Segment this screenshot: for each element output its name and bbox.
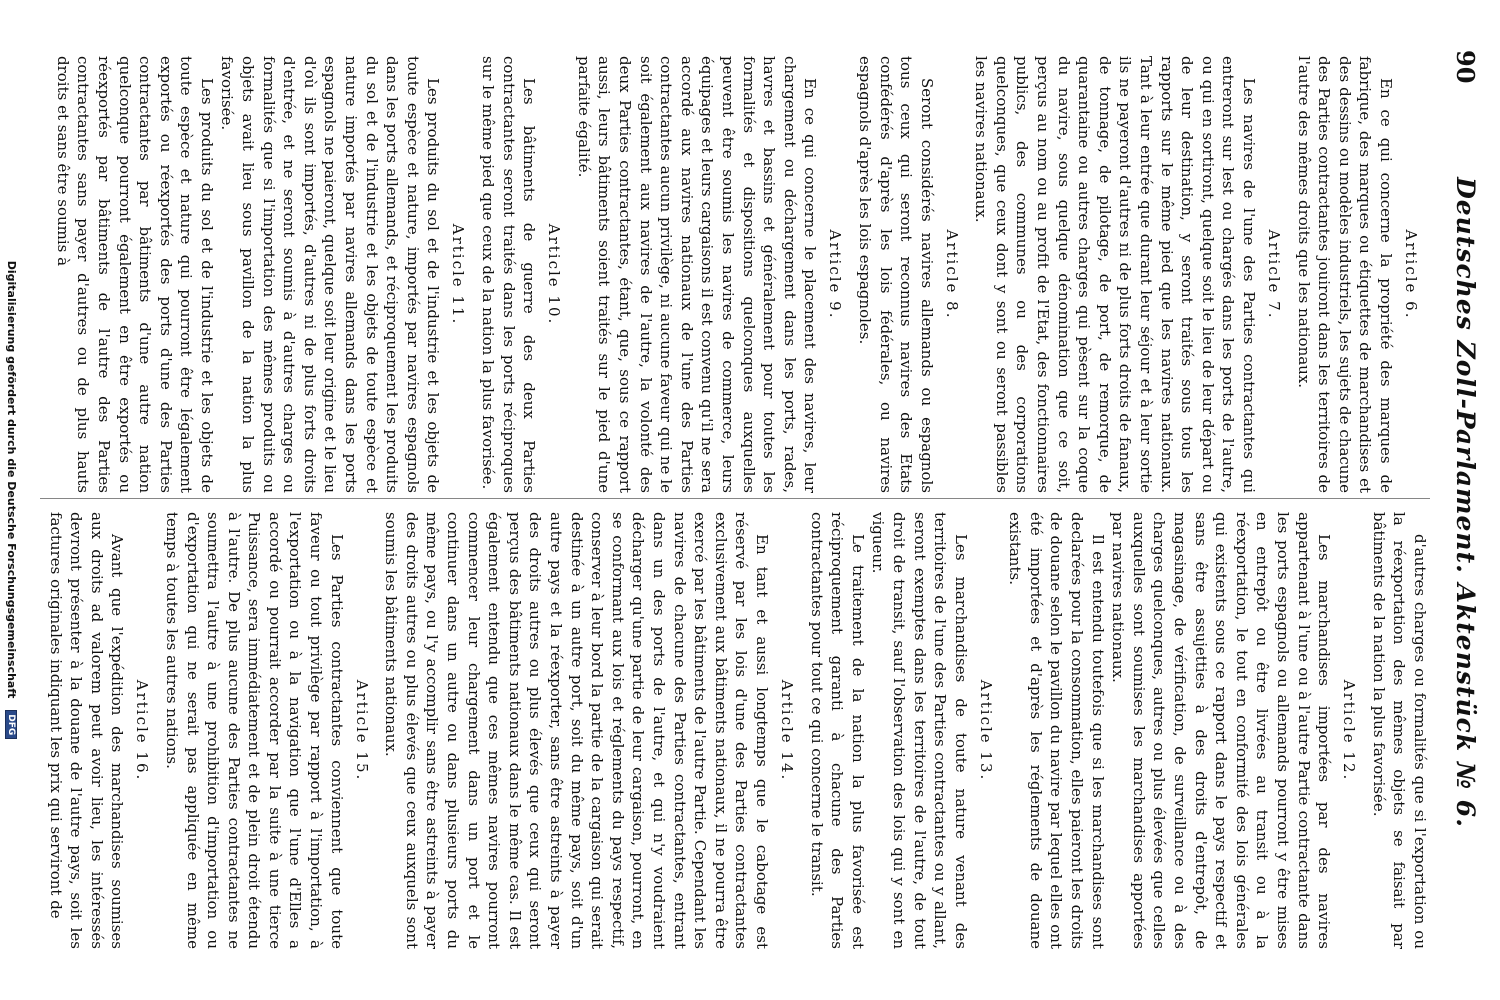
right-text-column: [30, 512, 1430, 949]
article-heading: Article 6.: [1402, 229, 1420, 320]
dfg-logo: DFG: [5, 710, 17, 739]
paragraph: Avant que l'expédition des marchandises soumises aux droits ad valorem peut avoir lieu, les intéressés devront présenter à la douane de l'autre pays, soit les factures originales indiquant les prix qui serviront de: [46, 512, 127, 949]
article-heading: Article 11.: [449, 223, 468, 326]
paragraph: d'autres charges ou formalités que si l'exportation ou la réexportation des mêmes objets se faisait par bâtiments de la nation la plus favorisée.: [1369, 512, 1429, 949]
paragraph: Il est entendu toutefois que si les marchandises sont declarées pour la consommation, elles paieront les droits de douane selon le pavillon du navire par lequel elles ont été importées et d'après les réglements de douane existants.: [1006, 512, 1107, 949]
paragraph: Les bâtiments de guerre des deux Parties contractantes seront traités dans les ports réciproques sur le même pied que ceux de la nation la plus favorisée.: [479, 56, 539, 493]
paragraph: En ce qui concerne la propriété des marques de fabrique, des marques ou étiquettes de marchandises et des dessins ou modèles industriels, les sujets de chacune des Parties contractantes jouiront dans les territoires de l'autre des mêmes droits que les nationaux.: [1294, 56, 1395, 493]
page-number: 90: [1451, 50, 1480, 84]
digitization-credit-text: Digitalisierung gefördert durch die Deutsche Forschungsgemeinschaft: [5, 260, 18, 699]
paragraph: Les marchandises importées par des navires appartenant à l'une ou à l'autre Partie contractante dans les ports espagnols ou allemands pourront y être mises en entrepôt ou être livrées au transit ou à la réexportation, le tout en conformité des lois générales qui existents sous ce rapport dans le pays respectif et sans être assujetties à des droits d'entrepôt, de magasinage, de vérification, de surveillance ou à des charges quelconques, autres ou plus élevées que celles auxquelles sont soumises les marchandises apportées par navires nationaux.: [1109, 512, 1334, 949]
left-text-column: [30, 56, 1430, 493]
paragraph: Le traitement de la nation la plus favorisée est réciproquement garanti à chacune des Parties contractantes pour tout ce qui concerne le transit.: [807, 512, 867, 949]
article-heading: Article 14.: [777, 679, 796, 782]
paragraph: En ce qui concerne le placement des navires, leur chargement ou déchargement dans les ports, rades, havres et bassins et généralement pour toutes les formalités et dispositions quelconques auxquelles peuvent être soumis les navires de commerce, leurs équipages et leurs cargaisons il est convenu qu'il ne sera accordé aux navires nationaux de l'une des Parties contractantes aucun privilège, ni aucune faveur qui ne le soit également aux navires de l'autre, la volonté des deux Parties contractantes, étant, que, sous ce rapport aussi, leurs bâtiments soient traités sur le pied d'une parfaite égalité.: [574, 56, 820, 493]
paragraph: Les produits du sol et de l'industrie et les objets de toute espèce et nature qui pourront être légalement exportés ou réexportés des ports d'une des Parties contractantes par bâtiments d'une autre nation quelconque pourront également en être exportés ou réexportés par bâtiments de l'autre des Parties contractantes sans payer d'autres ou de plus hauts droits et sans être soumis à: [53, 56, 216, 493]
paragraph: Les navires de l'une des Parties contractantes qui entreront sur lest ou chargés dans les ports de l'autre, ou qui en sortiront, quelque soit le lieu de leur départ ou de leur destination, y seront traités sous tous les rapports sur le même pied que les navires nationaux. Tant à leur entrée que durant leur séjour et à leur sortie ils ne payeront d'autres ni de plus forts droits de fanaux, de tonnage, de pilotage, de port, de remorque, de quarantaine ou autres charges qui pèsent sur la coque du navire, sous quelque dénomination que ce soit, perçus au nom ou au profit de l'Etat, des fonctionnaires publics, des communes ou des corporations quelconques, que ceux dont y sont ou seront passibles les navires nationaux.: [972, 56, 1259, 493]
running-head: [1446, 50, 1482, 955]
article-heading: Article 9.: [826, 229, 845, 320]
article-heading: Article 15.: [352, 679, 371, 782]
paragraph: Seront considérés navires allemands ou espagnols tous ceux qui seront reconnus navires des Etats confédérés d'après les lois fédérales, ou navires espagnols d'après les lois espagnoles.: [855, 56, 936, 493]
digitization-credit: [4, 0, 18, 1000]
article-heading: Article 7.: [1265, 229, 1284, 320]
paragraph: Les Parties contractantes conviennent que toute faveur ou tout privilège par rapport à l'importation, à l'exportation ou à la navigation que l'une d'Elles a accordé ou pourrait accorder par la suite à une tierce Puissance, sera immédiatement et de plein droit étendu à l'autre. De plus aucune des Parties contractantes ne soumettra l'autre à une prohibition d'importation ou d'exportation qui ne serait pas appliquée en même temps à toutes les autres nations.: [162, 512, 346, 949]
journal-title: Deutsches Zoll-Parlament. Aktenstück № 6.: [1451, 177, 1480, 828]
column-divider: [40, 498, 1430, 499]
paragraph: En tant et aussi longtemps que le cabotage est réservé par les lois d'une des Parties contractantes exclusivement aux bâtiments nationaux, il ne pourra être exercé par les bâtiments de l'autre Partie. Cependant les navires de chacune des Parties contractantes, entrant dans un des ports de l'autre, et qui n'y voudraient décharger qu'une partie de leur cargaison, pourront, en se conformant aux lois et réglements du pays respectif, conserver à leur bord la partie de la cargaison qui serait destinée à un autre port, soit du même pays, soit d'un autre pays et la réexporter, sans être astreints à payer des droits autres ou plus élevés que ceux qui seront perçus des bâtiments nationaux dans le même cas. Il est également entendu que ces mêmes navires pourront commencer leur chargement dans un port et le continuer dans un autre ou dans plusieurs ports du même pays, ou l'y accomplir sans être astreints à payer des droits autres ou plus élevés que ceux auxquels sont soumis les bâtiments nationaux.: [382, 512, 771, 949]
article-heading: Article 10.: [545, 223, 564, 326]
article-heading: Article 16.: [133, 679, 152, 782]
article-heading: Article 12.: [1340, 679, 1359, 782]
paragraph: Les produits du sol et de l'industrie et les objets de toute espèce et nature, importés par navires espagnols dans les ports allemands, et réciproquement les produits du sol et de l'industrie et les objets de toute espèce et nature importés par navires allemands dans les ports espagnols ne paieront, quelque soit leur origine et le lieu d'où ils sont importés, d'autres ni de plus forts droits d'entrée, et ne seront soumis à d'autres charges ou formalités que si l'importation des mêmes produits ou objets avait lieu sous pavillon de la nation la plus favorisée.: [218, 56, 443, 493]
article-heading: Article 8.: [942, 229, 961, 320]
article-heading: Article 13.: [976, 679, 995, 782]
paragraph: Les marchandises de toute nature venant des territoires de l'une des Parties contractantes ou y allant, seront exemptes dans les territoires de l'autre, de tout droit de transit, sauf l'observation des lois qui y sont en vigueur.: [869, 512, 970, 949]
